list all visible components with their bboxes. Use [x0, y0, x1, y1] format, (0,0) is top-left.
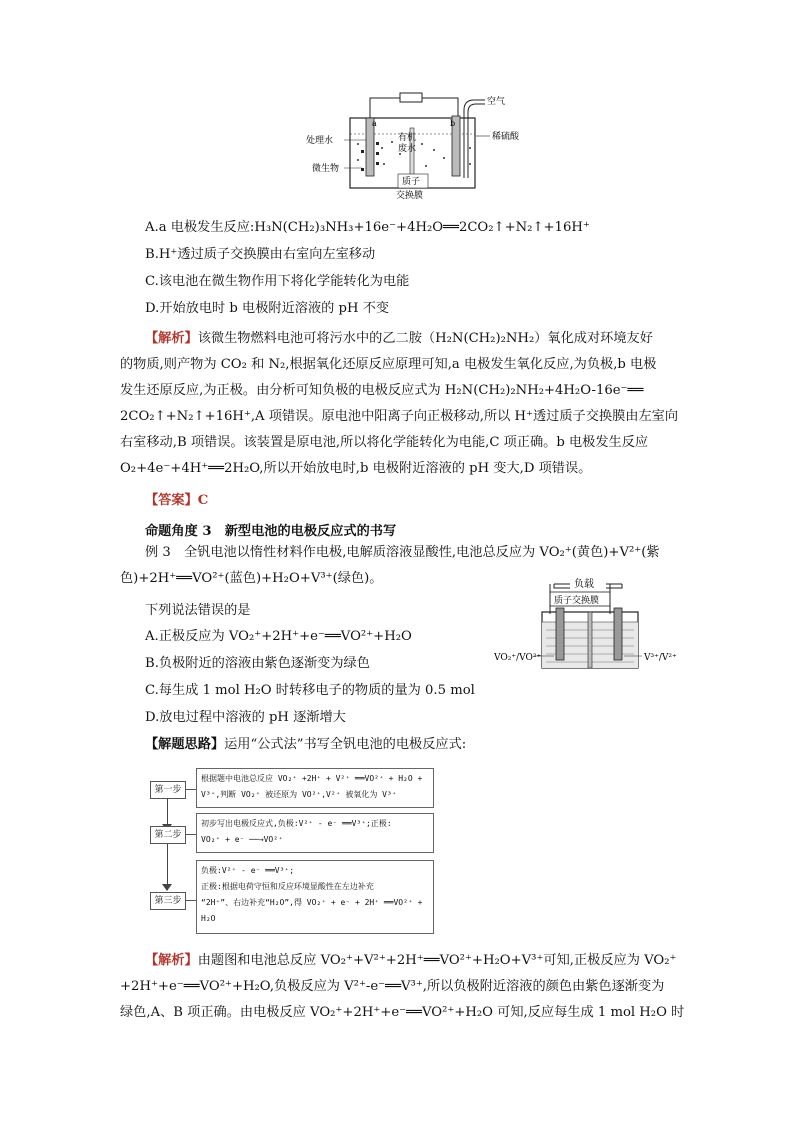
- step-line: 根据题中电池总反应 VO₂⁺ +2H⁺ + V²⁺ ══VO²⁺ + H₂O +: [201, 774, 423, 783]
- label-membrane-1: 质子: [402, 177, 421, 187]
- label-proton-membrane: 质子交换膜: [554, 596, 600, 606]
- step-line: 正极:根据电荷守恒和反应环境显酸性在左边补充: [201, 882, 374, 891]
- option-b: B.H⁺透过质子交换膜由右室向左室移动: [145, 247, 376, 262]
- fuel-cell-diagram: [300, 88, 530, 210]
- example-line: 色)+2H⁺══VO²⁺(蓝色)+H₂O+V³⁺(绿色)。: [120, 571, 383, 586]
- example-option-d: D.放电过程中溶液的 pH 逐渐增大: [145, 710, 346, 725]
- label-a: a: [372, 119, 377, 128]
- example-option-a: A.正极反应为 VO₂⁺+2H⁺+e⁻══VO²⁺+H₂O: [145, 629, 412, 644]
- step-line: “2H⁺”、右边补充“H₂O”,得 VO₂⁺ + e⁻ + 2H⁺ ══VO²⁺ +: [201, 898, 423, 907]
- thinking-text: 运用“公式法”书写全钒电池的电极反应式:: [224, 737, 467, 752]
- section-title: 命题角度 3 新型电池的电极反应式的书写: [145, 524, 397, 539]
- step-3-label: 第三步: [150, 892, 186, 910]
- label-load: 负载: [574, 579, 594, 590]
- option-a: A.a 电极发生反应:H₃N(CH₂)₃NH₃+16e⁻+4H₂O══2CO₂↑+N₂↑+16H⁺: [145, 220, 590, 235]
- thinking-label: 【解题思路】: [145, 737, 225, 752]
- step-2-label: 第二步: [150, 826, 186, 844]
- answer: [145, 488, 208, 514]
- option-d: D.开始放电时 b 电极附近溶液的 pH 不变: [145, 301, 390, 316]
- label-right-couple: V³⁺/V²⁺: [644, 653, 677, 663]
- step-connector: [185, 834, 196, 835]
- example-option-b: B.负极附近的溶液由紫色逐渐变为绿色: [145, 656, 370, 671]
- label-microbe: 微生物: [312, 164, 340, 174]
- vanadium-battery-diagram: [494, 574, 704, 674]
- step-line: VO₂⁺ + e⁻ ──→VO²⁺: [201, 835, 283, 844]
- label-waste-water: 废水: [398, 144, 417, 154]
- analysis-line: 2CO₂↑+N₂↑+16H⁺,A 项错误。原电池中阳离子向正极移动,所以 H⁺透过质子交换膜由左室向: [120, 409, 679, 424]
- label-air: 空气: [487, 97, 506, 107]
- step-connector: [185, 900, 196, 901]
- step-3-box: [196, 860, 434, 934]
- step-line: 负极:V²⁺ - e⁻ ══V³⁺;: [201, 866, 295, 875]
- label-organic: 有机: [398, 133, 417, 143]
- example-question: 下列说法错误的是: [145, 603, 251, 618]
- analysis-line: 右室移动,B 项错误。该装置是原电池,所以将化学能转化为电能,C 项正确。b 电极发生反应: [120, 435, 649, 450]
- analysis-line: 该微生物燃料电池可将污水中的乙二胺（H₂N(CH₂)₂NH₂）氧化成对环境友好: [197, 331, 653, 346]
- example-line: 例 3 全钒电池以惰性材料作电极,电解质溶液显酸性,电池总反应为 VO₂⁺(黄色)+V²⁺(紫: [145, 545, 660, 560]
- step-2-box: [196, 813, 434, 853]
- analysis-line: 由题图和电池总反应 VO₂⁺+V²⁺+2H⁺══VO²⁺+H₂O+V³⁺可知,正极反应为 VO₂⁺: [197, 953, 677, 968]
- example-option-c: C.每生成 1 mol H₂O 时转移电子的物质的量为 0.5 mol: [145, 683, 475, 698]
- label-dilute-acid: 稀硫酸: [492, 132, 520, 142]
- analysis-label: 【解析】: [145, 331, 198, 346]
- analysis-block-1: [120, 326, 680, 482]
- flow-arrow-icon: [162, 884, 174, 892]
- analysis-line: 绿色,A、B 项正确。由电极反应 VO₂⁺+2H⁺+e⁻══VO²⁺+H₂O 可知,反应每生成 1 mol H₂O 时: [120, 1005, 685, 1020]
- step-line: H₂O: [201, 914, 216, 923]
- analysis-line: 发生还原反应,为正极。由分析可知负极的电极反应式为 H₂N(CH₂)₂NH₂+4H₂O-16e⁻══: [120, 383, 644, 398]
- option-c: C.该电池在微生物作用下将化学能转化为电能: [145, 274, 410, 289]
- analysis-line: +2H⁺+e⁻══VO²⁺+H₂O,负极反应为 V²⁺-e⁻══V³⁺,所以负极附近溶液的颜色由紫色逐渐变为: [120, 979, 665, 994]
- answer-value: C: [197, 493, 209, 508]
- step-1-box: [196, 768, 434, 808]
- step-line: V³⁺,判断 VO₂⁺ 被还原为 VO²⁺,V²⁺ 被氧化为 V³⁺: [201, 790, 397, 799]
- label-membrane-2: 交换膜: [396, 191, 424, 201]
- thinking: [145, 735, 466, 755]
- step-1-label: 第一步: [150, 781, 186, 799]
- label-treated-water: 处理水: [306, 136, 334, 146]
- flow-connector: [167, 838, 168, 890]
- label-left-couple: VO₂⁺/VO²⁺: [494, 653, 542, 663]
- step-line: 初步写出电极反应式,负极:V²⁺ - e⁻ ══V³⁺;正极:: [201, 819, 392, 828]
- step-connector: [185, 789, 196, 790]
- analysis-block-2: [120, 948, 685, 1026]
- analysis-label: 【解析】: [145, 953, 198, 968]
- analysis-line: 的物质,则产物为 CO₂ 和 N₂,根据氧化还原反应原理可知,a 电极发生氧化反应,为负极,b 电极: [120, 357, 657, 372]
- analysis-line: O₂+4e⁻+4H⁺══2H₂O,所以开始放电时,b 电极附近溶液的 pH 变大,D 项错误。: [120, 461, 592, 476]
- answer-label: 【答案】: [145, 493, 198, 508]
- label-b: b: [450, 119, 456, 128]
